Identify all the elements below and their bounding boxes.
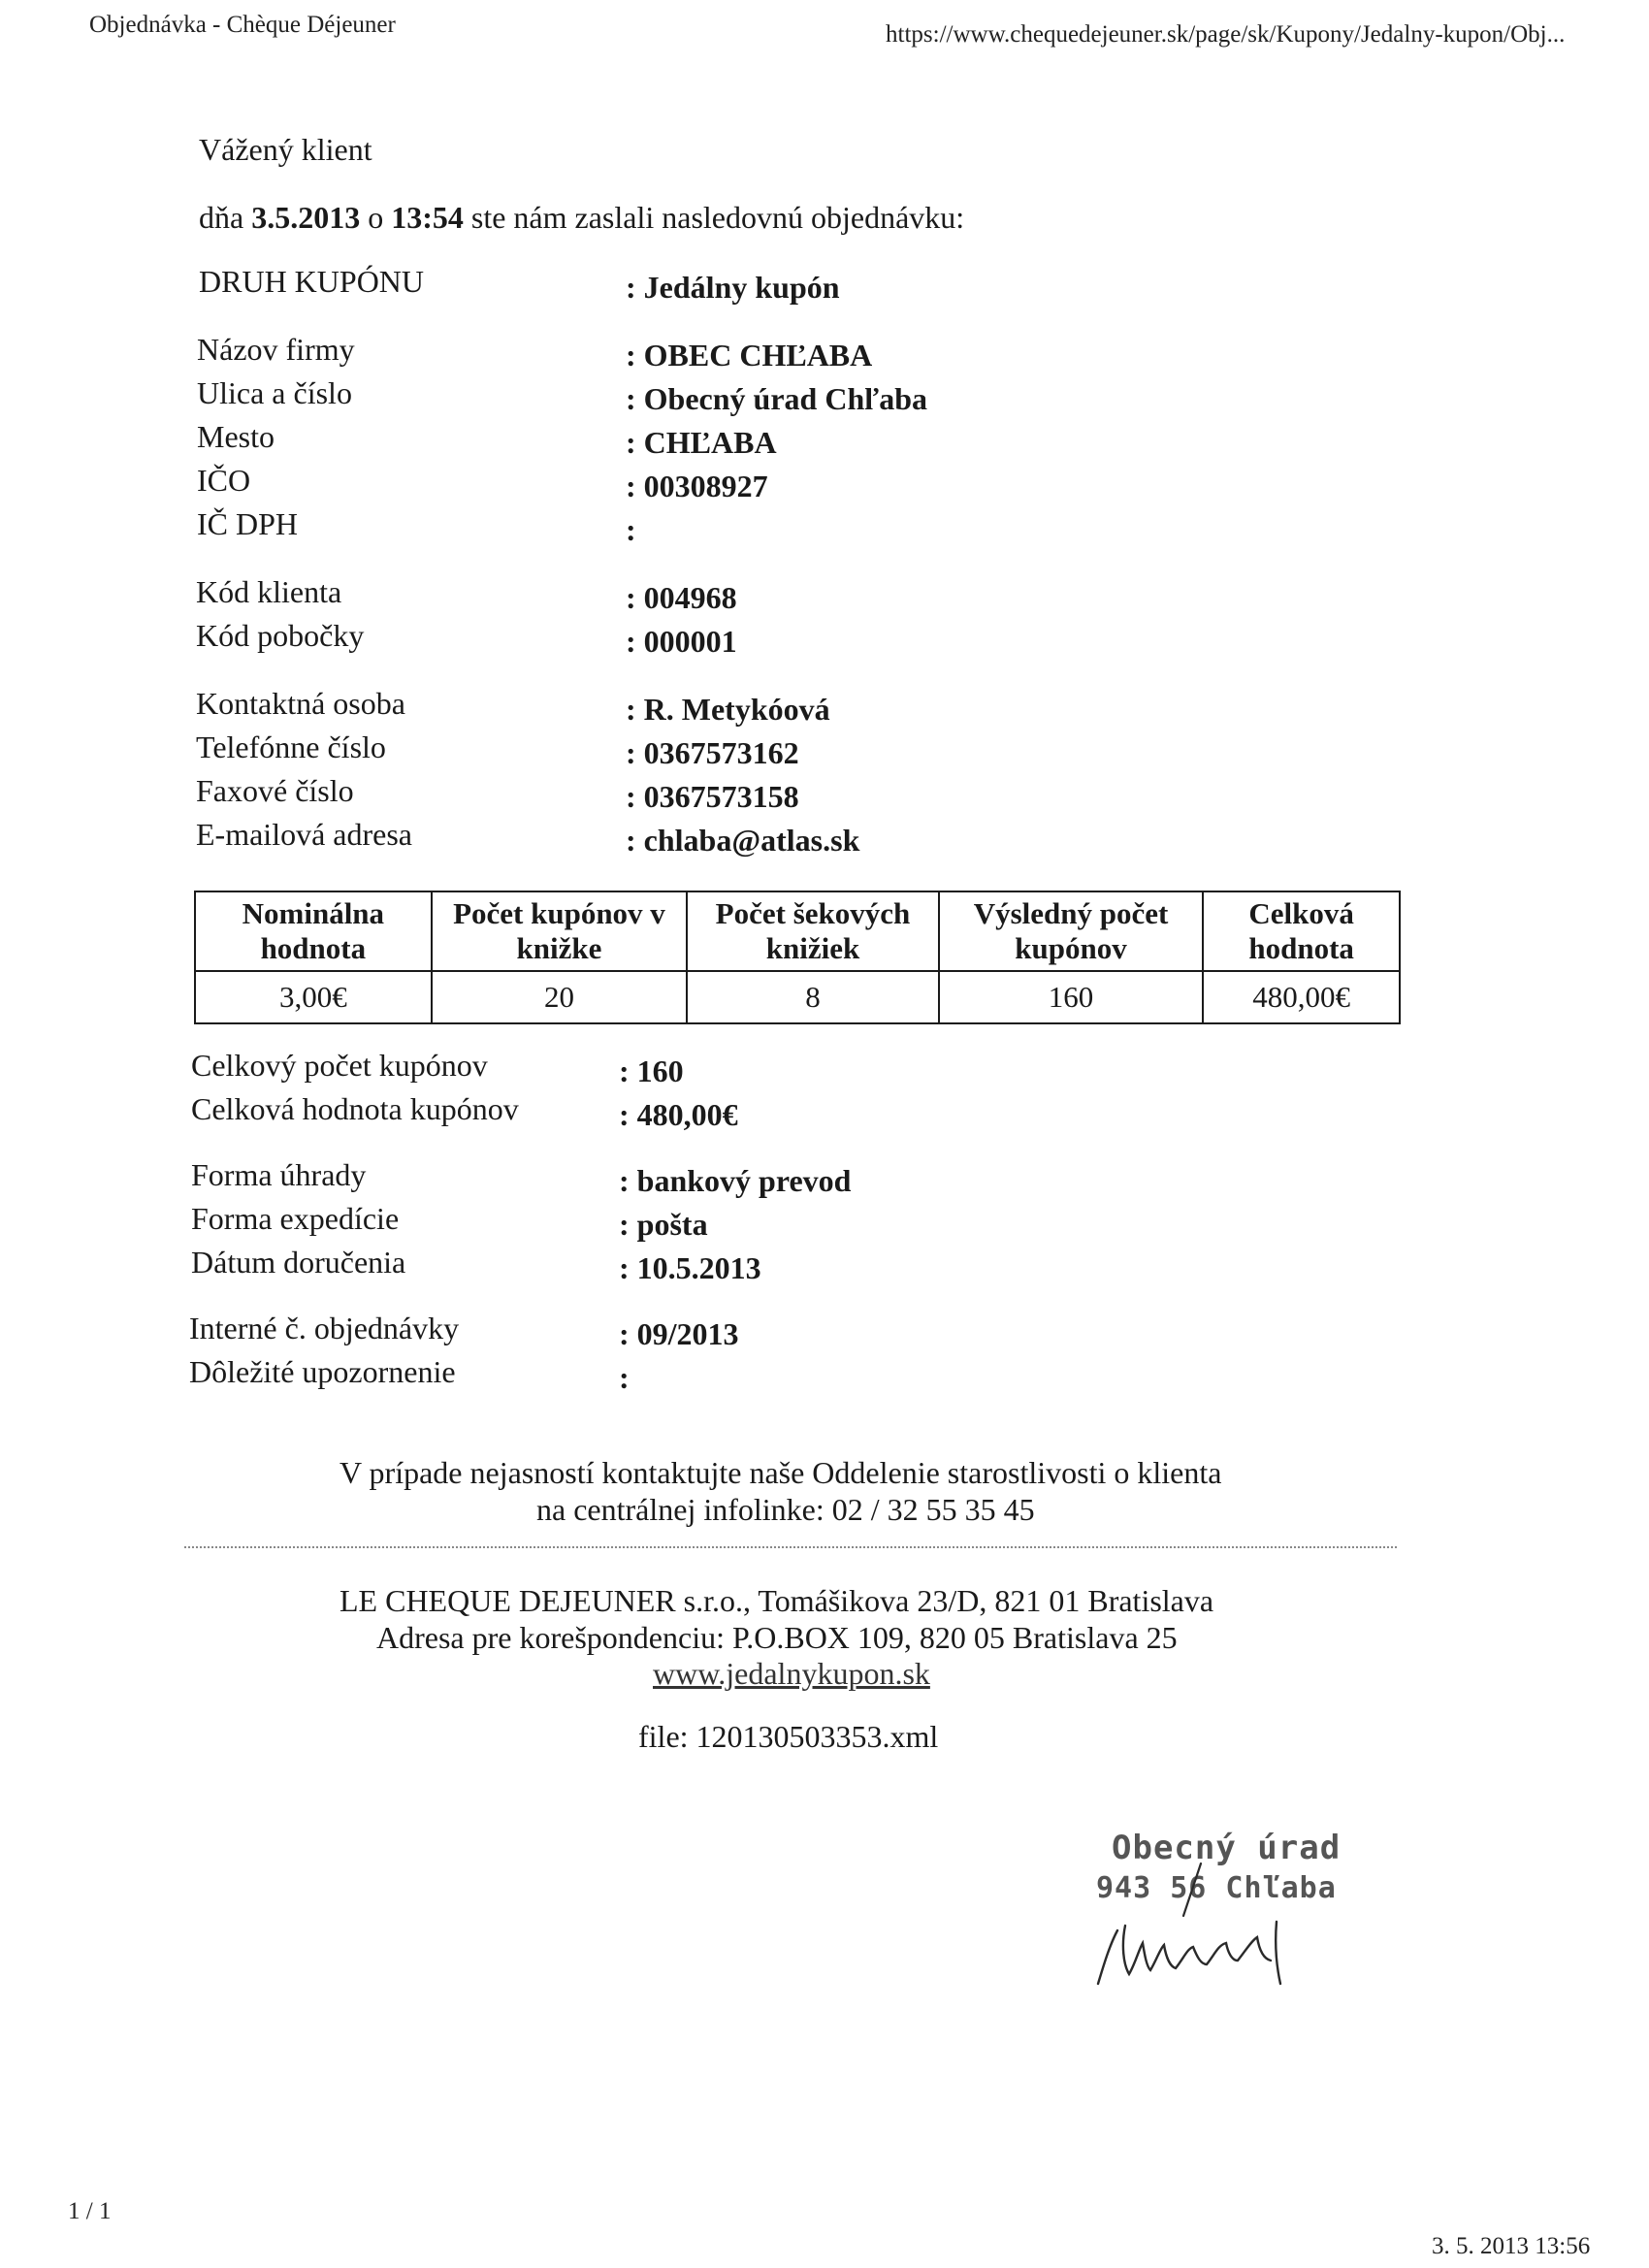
vat-label: IČ DPH	[197, 506, 299, 541]
phone-value: : 0367573162	[626, 735, 799, 770]
important-notice-value: :	[619, 1360, 630, 1395]
order-time: 13:54	[391, 200, 464, 235]
city-value: : CHĽABA	[626, 425, 777, 460]
delivery-date-label: Dátum doručenia	[191, 1245, 406, 1280]
internal-order-value: : 09/2013	[619, 1316, 739, 1351]
intro-suffix: ste nám zaslali nasledovnú objednávku:	[470, 200, 965, 235]
footer-website-link[interactable]: www.jedalnykupon.sk	[653, 1656, 930, 1691]
coupon-type-label: DRUH KUPÓNU	[199, 264, 425, 299]
branch-code-label: Kód pobočky	[196, 618, 365, 653]
th-nominal: Nominálna hodnota	[195, 891, 432, 971]
payment-label: Forma úhrady	[191, 1157, 367, 1192]
cell-total-value: 480,00€	[1203, 971, 1400, 1023]
th-total-value: Celková hodnota	[1203, 891, 1400, 971]
order-date: 3.5.2013	[251, 200, 361, 235]
print-timestamp: 3. 5. 2013 13:56	[1432, 2233, 1591, 2259]
page-number: 1 / 1	[68, 2198, 112, 2224]
intro-line	[199, 200, 964, 236]
ico-value: : 00308927	[626, 469, 768, 503]
notice-line-2: na centrálnej infolinke: 02 / 32 55 35 45	[536, 1492, 1035, 1527]
cell-books-count: 8	[687, 971, 939, 1023]
contact-person-value: : R. Metykóová	[626, 692, 830, 727]
total-value-label: Celková hodnota kupónov	[191, 1091, 519, 1126]
signature-icon	[1086, 1829, 1377, 2003]
fax-label: Faxové číslo	[196, 773, 354, 808]
page-url: https://www.chequedejeuner.sk/page/sk/Kupony/Jedalny-kupon/Obj...	[886, 21, 1566, 48]
th-books-count: Počet šekových knižiek	[687, 891, 939, 971]
greeting: Vážený klient	[199, 132, 372, 167]
table-header-row	[195, 891, 1400, 971]
phone-label: Telefónne číslo	[196, 729, 386, 764]
vat-value: :	[626, 512, 636, 547]
intro-mid: o	[368, 200, 384, 235]
footer-company: LE CHEQUE DEJEUNER s.r.o., Tomášikova 23/D, 821 01 Bratislava	[340, 1583, 1214, 1618]
file-name: file: 120130503353.xml	[638, 1719, 939, 1754]
important-notice-label: Dôležité upozornenie	[189, 1354, 456, 1389]
street-value: : Obecný úrad Chľaba	[626, 381, 928, 416]
city-label: Mesto	[197, 419, 275, 454]
shipping-label: Forma expedície	[191, 1201, 400, 1236]
shipping-value: : pošta	[619, 1207, 708, 1242]
cell-coupons-per-book: 20	[432, 971, 688, 1023]
payment-value: : bankový prevod	[619, 1163, 852, 1198]
email-value: : chlaba@atlas.sk	[626, 823, 860, 858]
stamp-line-2: 943 56 Chľaba	[1096, 1871, 1337, 1905]
total-value-value: : 480,00€	[619, 1097, 738, 1132]
fax-value: : 0367573158	[626, 779, 799, 814]
email-label: E-mailová adresa	[196, 817, 412, 852]
official-stamp	[1086, 1829, 1377, 2003]
internal-order-label: Interné č. objednávky	[189, 1311, 460, 1345]
coupon-type-value: : Jedálny kupón	[626, 270, 840, 305]
branch-code-value: : 000001	[626, 624, 737, 659]
delivery-date-value: : 10.5.2013	[619, 1250, 761, 1285]
street-label: Ulica a číslo	[197, 375, 352, 410]
table-row	[195, 971, 1400, 1023]
notice-line-1: V prípade nejasností kontaktujte naše Oddelenie starostlivosti o klienta	[340, 1455, 1222, 1490]
divider	[184, 1546, 1397, 1548]
cell-nominal: 3,00€	[195, 971, 432, 1023]
total-count-label: Celkový počet kupónov	[191, 1048, 488, 1083]
company-name-label: Názov firmy	[197, 332, 355, 367]
client-code-label: Kód klienta	[196, 574, 342, 609]
ico-label: IČO	[197, 463, 251, 498]
intro-prefix: dňa	[199, 200, 244, 235]
company-name-value: : OBEC CHĽABA	[626, 338, 873, 373]
page-title: Objednávka - Chèque Déjeuner	[89, 12, 396, 38]
th-coupons-per-book: Počet kupónov v knižke	[432, 891, 688, 971]
th-result-count: Výsledný počet kupónov	[939, 891, 1204, 971]
contact-person-label: Kontaktná osoba	[196, 686, 405, 721]
cell-result-count: 160	[939, 971, 1204, 1023]
footer-address: Adresa pre korešpondenciu: P.O.BOX 109, 820 05 Bratislava 25	[376, 1620, 1178, 1655]
total-count-value: : 160	[619, 1053, 684, 1088]
client-code-value: : 004968	[626, 580, 737, 615]
stamp-line-1: Obecný úrad	[1112, 1829, 1342, 1867]
order-table	[194, 891, 1401, 1024]
